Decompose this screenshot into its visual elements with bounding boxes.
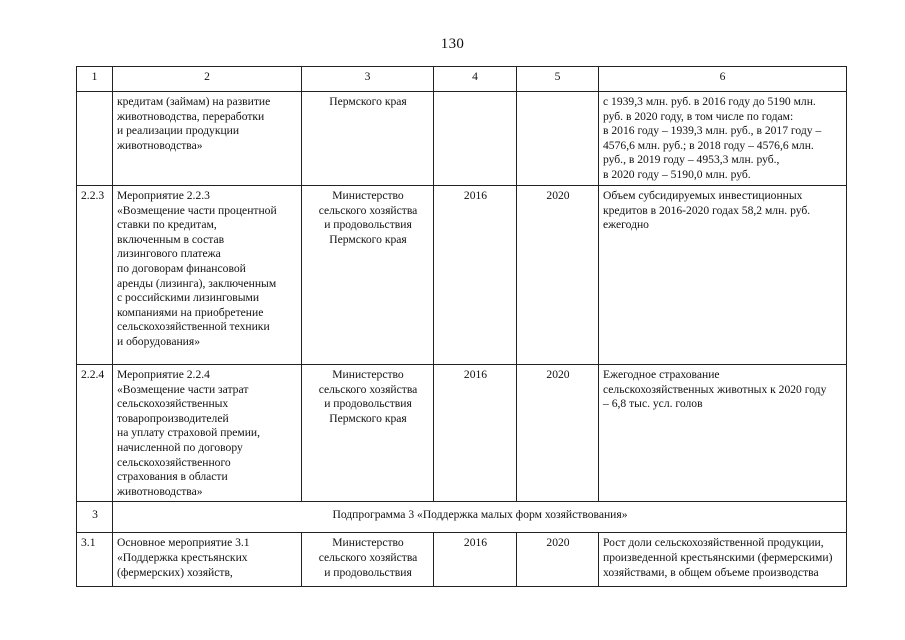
measure-cell: Мероприятие 2.2.4 «Возмещение части затрат сельскохозяйственных товаропроизводителей на уплату страховой премии, начисленной по договору сельскохозяйственного страхования в области животноводства» xyxy=(113,365,302,502)
subprogram-title: Подпрограмма 3 «Поддержка малых форм хозяйствования» xyxy=(113,502,847,533)
executor-cell: Министерство сельского хозяйства и продовольствия Пермского края xyxy=(302,365,434,502)
column-number-1: 1 xyxy=(77,67,113,92)
column-number-3: 3 xyxy=(302,67,434,92)
table-row xyxy=(77,365,847,502)
result-cell: Рост доли сельскохозяйственной продукции, произведенной крестьянскими (фермерскими) хозяйствами, в общем объеме производства xyxy=(599,533,847,587)
subprogram-row xyxy=(77,502,847,533)
column-number-row xyxy=(77,67,847,92)
start-year-cell: 2016 xyxy=(434,186,517,365)
executor-cell: Министерство сельского хозяйства и продовольствия Пермского края xyxy=(302,186,434,365)
end-year-cell: 2020 xyxy=(517,533,599,587)
program-table xyxy=(76,66,847,587)
page-number: 130 xyxy=(440,36,465,52)
result-cell: с 1939,3 млн. руб. в 2016 году до 5190 млн. руб. в 2020 году, в том числе по годам: в 2016 году – 1939,3 млн. руб., в 2017 году – 4576,6 млн. руб.; в 2018 году – 4576,6 млн. руб., в 2019 году – 4953,3 млн. руб., в 2020 году – 5190,0 млн. руб. xyxy=(599,92,847,186)
end-year-cell: 2020 xyxy=(517,365,599,502)
row-number xyxy=(77,92,113,186)
start-year-cell xyxy=(434,92,517,186)
row-number: 2.2.3 xyxy=(77,186,113,365)
start-year-cell: 2016 xyxy=(434,365,517,502)
executor-cell: Министерство сельского хозяйства и продовольствия xyxy=(302,533,434,587)
row-number: 3.1 xyxy=(77,533,113,587)
measure-cell: Мероприятие 2.2.3 «Возмещение части процентной ставки по кредитам, включенным в состав лизингового платежа по договорам финансовой аренды (лизинга), заключенным с российскими лизинговыми компаниями на приобретение сельскохозяйственной техники и оборудования» xyxy=(113,186,302,365)
table-row xyxy=(77,92,847,186)
measure-cell: Основное мероприятие 3.1 «Поддержка крестьянских (фермерских) хозяйств, xyxy=(113,533,302,587)
executor-cell: Пермского края xyxy=(302,92,434,186)
end-year-cell: 2020 xyxy=(517,186,599,365)
column-number-6: 6 xyxy=(599,67,847,92)
result-cell: Ежегодное страхование сельскохозяйственных животных к 2020 году – 6,8 тыс. усл. голов xyxy=(599,365,847,502)
row-number: 2.2.4 xyxy=(77,365,113,502)
table-row xyxy=(77,533,847,587)
start-year-cell: 2016 xyxy=(434,533,517,587)
column-number-2: 2 xyxy=(113,67,302,92)
column-number-5: 5 xyxy=(517,67,599,92)
column-number-4: 4 xyxy=(434,67,517,92)
result-cell: Объем субсидируемых инвестиционных кредитов в 2016-2020 годах 58,2 млн. руб. ежегодно xyxy=(599,186,847,365)
end-year-cell xyxy=(517,92,599,186)
table-row xyxy=(77,186,847,365)
measure-cell: кредитам (займам) на развитие животноводства, переработки и реализации продукции животноводства» xyxy=(113,92,302,186)
subprogram-number: 3 xyxy=(77,502,113,533)
